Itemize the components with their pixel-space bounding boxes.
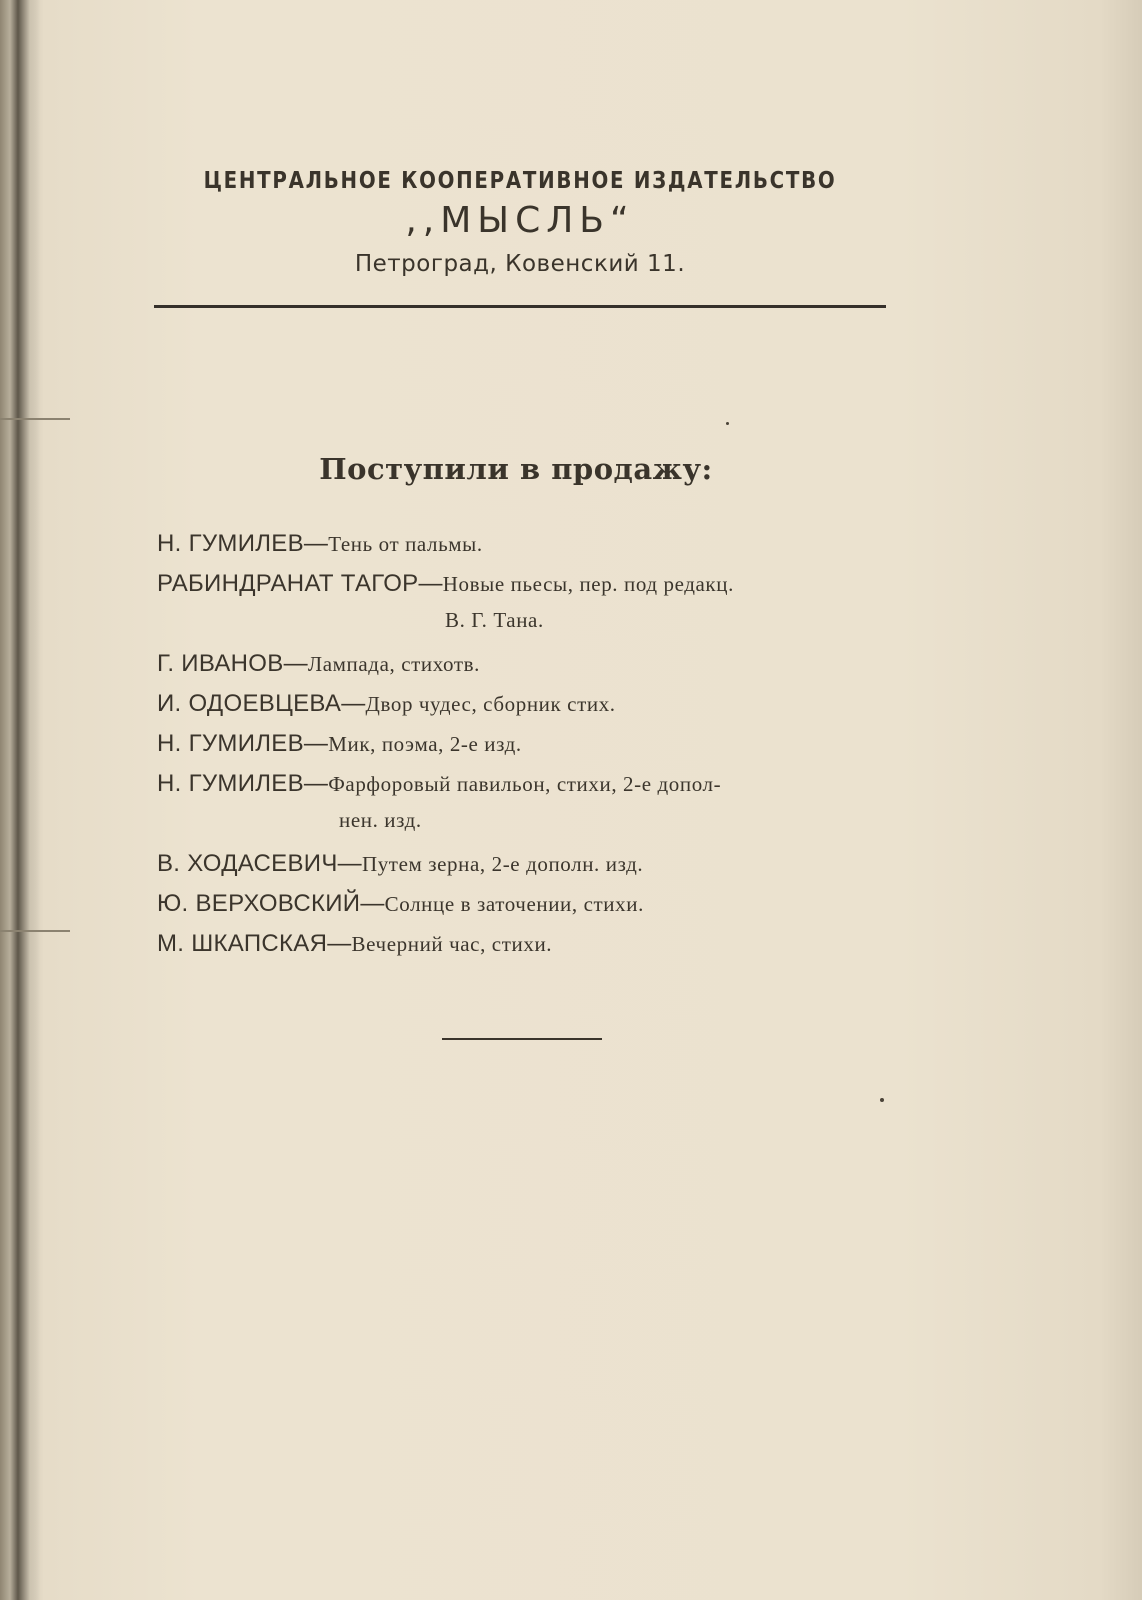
book-entry xyxy=(157,530,897,570)
binding-notch xyxy=(0,930,70,932)
book-entry xyxy=(157,890,897,930)
header-divider xyxy=(154,305,886,308)
publisher-name: ,,МЫСЛЬ“ xyxy=(405,200,635,241)
paper-speck xyxy=(880,1098,884,1102)
book-title: Двор чудес, сборник стих. xyxy=(365,692,616,716)
publisher-header xyxy=(150,168,890,277)
book-author: Н. ГУМИЛЕВ— xyxy=(157,770,329,797)
closing-divider xyxy=(442,1038,602,1040)
book-title: Тень от пальмы. xyxy=(328,532,483,556)
book-title: Фарфоровый павильон, стихи, 2-е допол- xyxy=(328,772,722,796)
book-entry xyxy=(157,650,897,690)
book-title-continuation: нен. изд. xyxy=(339,808,422,832)
book-author: И. ОДОЕВЦЕВА— xyxy=(157,690,366,717)
book-author: Ю. ВЕРХОВСКИЙ— xyxy=(157,890,385,917)
book-title: Вечерний час, стихи. xyxy=(351,932,553,956)
book-author: Г. ИВАНОВ— xyxy=(157,650,308,677)
book-title-continuation: В. Г. Тана. xyxy=(445,608,544,632)
publisher-address: Петроград, Ковенский 11. xyxy=(354,251,686,277)
book-author: Н. ГУМИЛЕВ— xyxy=(157,730,329,757)
publisher-title: ЦЕНТРАЛЬНОЕ КООПЕРАТИВНОЕ ИЗДАТЕЛЬСТВО xyxy=(203,168,837,194)
book-title: Новые пьесы, пер. под редакц. xyxy=(442,572,734,596)
book-list xyxy=(157,530,897,970)
book-title: Лампада, стихотв. xyxy=(307,652,481,676)
book-author: М. ШКАПСКАЯ— xyxy=(157,930,352,957)
paper-speck xyxy=(726,422,729,425)
binding-notch xyxy=(0,418,70,420)
book-author: В. ХОДАСЕВИЧ— xyxy=(157,850,362,877)
book-entry xyxy=(157,690,897,730)
book-author: РАБИНДРАНАТ ТАГОР— xyxy=(157,570,443,597)
book-spine xyxy=(0,0,40,1600)
book-title: Солнце в заточении, стихи. xyxy=(384,892,644,916)
section-heading: Поступили в продажу: xyxy=(319,452,713,486)
book-entry xyxy=(157,770,897,850)
book-author: Н. ГУМИЛЕВ— xyxy=(157,530,329,557)
book-entry xyxy=(157,930,897,970)
book-entry xyxy=(157,570,897,650)
book-title: Мик, поэма, 2-е изд. xyxy=(328,732,522,756)
book-title: Путем зерна, 2-е дополн. изд. xyxy=(361,852,644,876)
book-entry xyxy=(157,850,897,890)
book-entry xyxy=(157,730,897,770)
